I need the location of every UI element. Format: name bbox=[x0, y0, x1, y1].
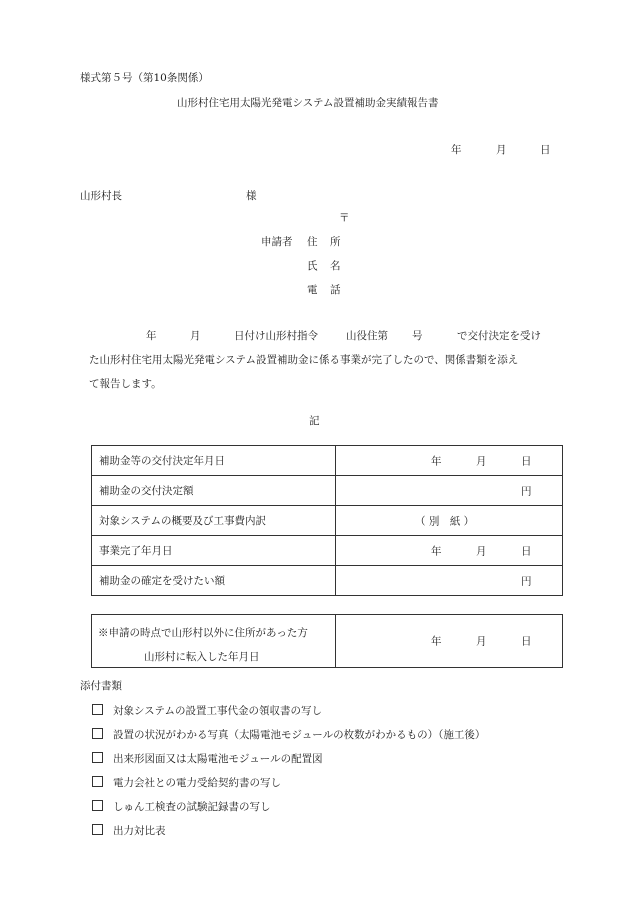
row-value bbox=[336, 476, 563, 506]
month-label: 月 bbox=[476, 455, 487, 467]
body-line-3: て報告します。 bbox=[89, 378, 162, 390]
attachment-item bbox=[92, 728, 485, 741]
year-label: 年 bbox=[431, 635, 442, 648]
checkbox[interactable] bbox=[92, 824, 103, 835]
addressee-name: 山形村長 bbox=[80, 190, 122, 202]
checkbox[interactable] bbox=[92, 776, 103, 787]
yen-unit: 円 bbox=[521, 485, 532, 497]
body-year-label: 年 bbox=[146, 330, 157, 342]
ki-heading: 記 bbox=[309, 415, 320, 427]
attachment-item bbox=[92, 704, 322, 717]
attachment-label: 出来形図面又は太陽電池モジュールの配置図 bbox=[113, 753, 323, 765]
attachments-heading: 添付書類 bbox=[80, 680, 122, 692]
move-in-table bbox=[91, 614, 563, 668]
phone-label-1: 電 bbox=[307, 284, 318, 296]
row-label: 補助金の交付決定額 bbox=[92, 476, 336, 506]
body-number-label: 号 bbox=[412, 330, 423, 342]
row-value bbox=[336, 566, 563, 596]
applicant-label: 申請者 bbox=[261, 236, 293, 248]
attachment-label: 設置の状況がわかる写真（太陽電池モジュールの枚数がわかるもの）（施工後） bbox=[113, 729, 486, 741]
row-value bbox=[336, 506, 563, 536]
move-in-note: ※申請の時点で山形村以外に住所があった方 bbox=[98, 627, 308, 639]
body-month-label: 月 bbox=[190, 330, 201, 342]
year-label: 年 bbox=[431, 455, 442, 467]
separate-sheet-note: （ 別 紙 ） bbox=[415, 515, 475, 527]
table-row bbox=[92, 446, 563, 476]
month-label: 月 bbox=[476, 635, 487, 648]
table-row bbox=[92, 476, 563, 506]
postal-mark: 〒 bbox=[339, 212, 350, 224]
date-month-label: 月 bbox=[496, 144, 507, 156]
attachment-item bbox=[92, 824, 166, 837]
yen-unit: 円 bbox=[521, 575, 532, 587]
row-value bbox=[336, 446, 563, 476]
date-year-label: 年 bbox=[451, 144, 462, 156]
day-label: 日 bbox=[521, 545, 532, 557]
attachment-label: 対象システムの設置工事代金の領収書の写し bbox=[113, 705, 322, 717]
move-in-label-cell bbox=[92, 615, 336, 668]
table-row bbox=[92, 615, 563, 668]
document-title: 山形村住宅用太陽光発電システム設置補助金実績報告書 bbox=[177, 97, 439, 109]
table-row bbox=[92, 506, 563, 536]
checkbox[interactable] bbox=[92, 800, 103, 811]
address-label-2: 所 bbox=[330, 236, 341, 248]
phone-label-2: 話 bbox=[330, 284, 341, 296]
checkbox[interactable] bbox=[92, 752, 103, 763]
date-day-label: 日 bbox=[540, 144, 551, 156]
row-value bbox=[336, 536, 563, 566]
name-label-2: 名 bbox=[330, 260, 341, 272]
body-line-2: た山形村住宅用太陽光発電システム設置補助金に係る事業が完了したので、関係書類を添え bbox=[89, 354, 519, 366]
addressee-honorific: 様 bbox=[246, 190, 257, 202]
checkbox[interactable] bbox=[92, 728, 103, 739]
year-label: 年 bbox=[431, 545, 442, 557]
row-value bbox=[336, 615, 563, 668]
form-number: 様式第５号（第10条関係） bbox=[80, 72, 209, 84]
attachment-label: 電力会社との電力受給契約書の写し bbox=[113, 777, 281, 789]
day-label: 日 bbox=[521, 455, 532, 467]
attachment-label: しゅん工検査の試験記録書の写し bbox=[113, 801, 271, 813]
row-label: 補助金等の交付決定年月日 bbox=[92, 446, 336, 476]
table-row bbox=[92, 536, 563, 566]
day-label: 日 bbox=[521, 635, 532, 648]
checkbox[interactable] bbox=[92, 704, 103, 715]
move-in-label: 山形村に転入した年月日 bbox=[144, 651, 260, 663]
name-label-1: 氏 bbox=[307, 260, 318, 272]
report-table bbox=[91, 445, 563, 596]
month-label: 月 bbox=[476, 545, 487, 557]
body-tail-text: で交付決定を受け bbox=[457, 330, 541, 342]
row-label: 対象システムの概要及び工事費内訳 bbox=[92, 506, 336, 536]
table-row bbox=[92, 566, 563, 596]
attachment-item bbox=[92, 800, 271, 813]
row-label: 補助金の確定を受けたい額 bbox=[92, 566, 336, 596]
body-office-text: 山役住第 bbox=[346, 330, 388, 342]
attachment-item bbox=[92, 752, 323, 765]
attachment-label: 出力対比表 bbox=[113, 825, 166, 837]
address-label-1: 住 bbox=[307, 236, 318, 248]
row-label: 事業完了年月日 bbox=[92, 536, 336, 566]
body-dated-text: 日付け山形村指令 bbox=[234, 330, 318, 342]
attachment-item bbox=[92, 776, 281, 789]
